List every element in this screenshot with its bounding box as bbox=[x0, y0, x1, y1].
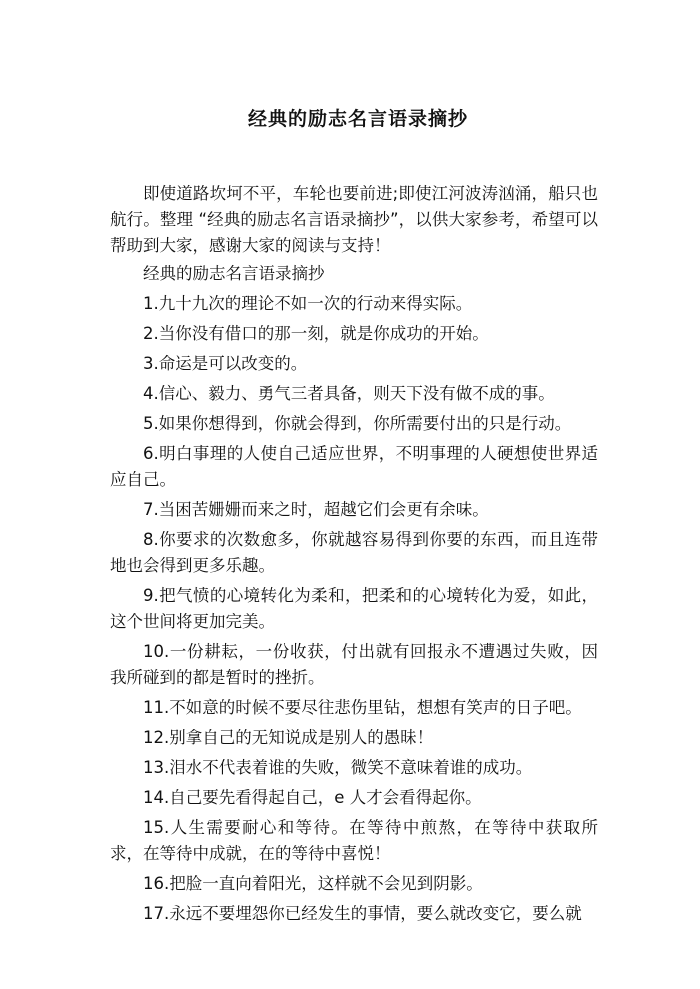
quote-item: 7.当困苦姗姗而来之时，超越它们会更有余味。 bbox=[143, 500, 489, 519]
quote-item: 6.明白事理的人使自己适应世界，不明事理的人硬想使世界适应自己。 bbox=[110, 444, 598, 489]
quote-item: 16.把脸一直向着阳光，这样就不会见到阴影。 bbox=[143, 874, 483, 893]
quote-item: 17.永远不要埋怨你已经发生的事情，要么就改变它，要么就 bbox=[143, 904, 582, 923]
quote-item: 15.人生需要耐心和等待。在等待中煎熬，在等待中获取所求，在等待中成就，在的等待中喜悦！ bbox=[110, 818, 598, 863]
quote-list bbox=[110, 291, 598, 927]
quote-item: 4.信心、毅力、勇气三者具备，则天下没有做不成的事。 bbox=[143, 384, 555, 403]
intro-paragraph: 即使道路坎坷不平，车轮也要前进;即使江河波涛汹涌，船只也航行。整理 “经典的励志名言语录摘抄”，以供大家参考，希望可以帮助到大家，感谢大家的阅读与支持！ bbox=[110, 184, 598, 255]
section-heading: 经典的励志名言语录摘抄 bbox=[143, 264, 325, 283]
quote-item: 1.九十九次的理论不如一次的行动来得实际。 bbox=[143, 294, 473, 313]
quote-item: 9.把气愤的心境转化为柔和，把柔和的心境转化为爱，如此，这个世间将更加完美。 bbox=[110, 586, 598, 631]
quote-item: 2.当你没有借口的那一刻，就是你成功的开始。 bbox=[143, 324, 489, 343]
quote-item: 10.一份耕耘，一份收获，付出就有回报永不遭遇过失败，因我所碰到的都是暂时的挫折。 bbox=[110, 642, 598, 687]
quote-item: 5.如果你想得到，你就会得到，你所需要付出的只是行动。 bbox=[143, 414, 572, 433]
quote-item: 8.你要求的次数愈多，你就越容易得到你要的东西，而且连带地也会得到更多乐趣。 bbox=[110, 530, 598, 575]
quote-item: 3.命运是可以改变的。 bbox=[143, 354, 308, 373]
document-title: 经典的励志名言语录摘抄 bbox=[247, 108, 468, 130]
quote-item: 11.不如意的时候不要尽往悲伤里钻，想想有笑声的日子吧。 bbox=[143, 698, 582, 717]
quote-item: 13.泪水不代表着谁的失败，微笑不意味着谁的成功。 bbox=[143, 758, 533, 777]
quote-item: 14.自己要先看得起自己，e 人才会看得起你。 bbox=[143, 788, 482, 807]
quote-item: 12.别拿自己的无知说成是别人的愚昧！ bbox=[143, 728, 434, 747]
